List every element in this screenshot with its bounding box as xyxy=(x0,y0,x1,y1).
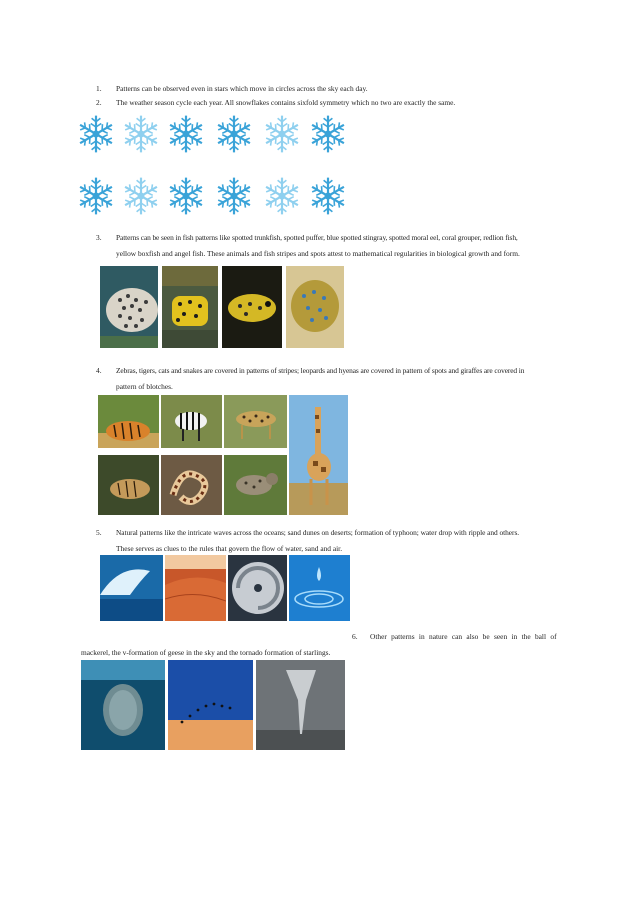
snowflake-graphic xyxy=(120,113,162,155)
water-drop-image xyxy=(289,555,350,621)
hyena-image xyxy=(224,455,287,515)
snowflake-graphic xyxy=(75,175,117,217)
cat-image xyxy=(98,455,159,515)
item-6-number: 6. xyxy=(352,632,358,641)
spotted-puffer-image xyxy=(222,266,282,348)
item-4-number: 4. xyxy=(96,366,102,375)
mackerel-ball-image xyxy=(81,660,165,750)
typhoon-image xyxy=(228,555,287,621)
item-2-text: The weather season cycle each year. All snowflakes contains sixfold symmetry which no two are exactly the same. xyxy=(116,98,456,107)
item-6-text: Other patterns in nature can also be seen in the ball of xyxy=(370,632,557,641)
snake-image xyxy=(161,455,222,515)
snowflake-graphic xyxy=(261,113,303,155)
item-3-number: 3. xyxy=(96,233,102,242)
blue-spotted-stingray-image xyxy=(286,266,344,348)
leopard-image xyxy=(224,395,287,448)
tornado-image xyxy=(256,660,345,750)
snowflake-graphic xyxy=(120,175,162,217)
snowflake-graphic xyxy=(213,113,255,155)
snowflake-graphic xyxy=(213,175,255,217)
snowflake-graphic xyxy=(165,175,207,217)
snowflake-graphic xyxy=(307,175,349,217)
yellow-boxfish-image xyxy=(162,266,218,348)
item-5-text: Natural patterns like the intricate waves across the oceans; sand dunes on deserts; formation of typhoon; water drop with ripple and others. xyxy=(116,528,520,537)
ocean-wave-image xyxy=(100,555,163,621)
snowflake-graphic xyxy=(307,113,349,155)
item-2-number: 2. xyxy=(96,98,102,107)
item-3-text-line2: yellow boxfish and angel fish. These animals and fish stripes and spots attest to mathematical regularities in biological growth and form. xyxy=(116,249,520,258)
item-5-text-line2: These serves as clues to the rules that govern the flow of water, sand and air. xyxy=(116,544,343,553)
item-4-text-line2: pattern of blotches. xyxy=(116,382,173,391)
spotted-trunkfish-image xyxy=(100,266,158,348)
item-5-number: 5. xyxy=(96,528,102,537)
item-4-text: Zebras, tigers, cats and snakes are covered in patterns of stripes; leopards and hyenas are covered in pattern of spots and giraffes are covered in xyxy=(116,366,525,375)
item-1-text: Patterns can be observed even in stars which move in circles across the sky each day. xyxy=(116,84,368,93)
geese-v-formation-image xyxy=(168,660,253,750)
sand-dunes-image xyxy=(165,555,226,621)
snowflake-graphic xyxy=(75,113,117,155)
zebra-image xyxy=(161,395,222,448)
giraffe-image xyxy=(289,395,348,515)
snowflake-graphic xyxy=(165,113,207,155)
snowflake-graphic xyxy=(261,175,303,217)
item-1-number: 1. xyxy=(96,84,102,93)
item-6-text-line2: mackerel, the v-formation of geese in the sky and the tornado formation of starlings. xyxy=(81,648,331,657)
item-3-text: Patterns can be seen in fish patterns like spotted trunkfish, spotted puffer, blue spotted stingray, spotted moral eel, coral grouper, redlion fish, xyxy=(116,233,518,242)
tiger-image xyxy=(98,395,159,448)
